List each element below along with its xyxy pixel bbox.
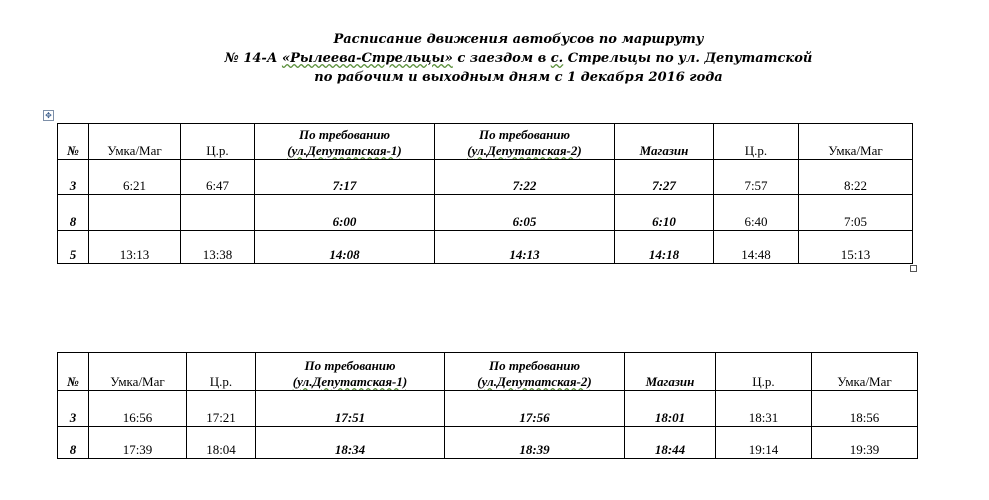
header-number: № <box>58 353 89 391</box>
header-shop: Магазин <box>615 124 714 160</box>
schedule-table-1 <box>57 123 913 264</box>
header-umka-mag-1: Умка/Маг <box>89 353 187 391</box>
title-route-mid: с заездом в <box>452 51 551 66</box>
title-route-street: Стрельцы по ул. Депутатской <box>563 51 813 66</box>
title-line-1: Расписание движения автобусов по маршруту <box>333 32 704 47</box>
header-center-2: Ц.р. <box>714 124 799 160</box>
table-row: 3 16:56 17:21 17:51 17:56 18:01 18:31 18:56 <box>58 391 918 427</box>
table-header-row <box>58 124 913 160</box>
header-umka-mag-2: Умка/Маг <box>812 353 918 391</box>
table-header-row <box>58 353 918 391</box>
title-line-3: по рабочим и выходным дням с 1 декабря 2016 года <box>314 70 723 85</box>
header-center-1: Ц.р. <box>187 353 256 391</box>
table-row: 8 6:00 6:05 6:10 6:40 7:05 <box>58 195 913 231</box>
header-request-stop-1: По требованию (ул.Депутатская-1) <box>256 353 445 391</box>
header-request-stop-2: По требованию (ул.Депутатская-2) <box>435 124 615 160</box>
header-umka-mag-2: Умка/Маг <box>799 124 913 160</box>
document-title <box>0 30 989 87</box>
title-route-name: «Рылеева-Стрельцы» <box>281 51 453 66</box>
table-move-handle-icon[interactable]: ✥ <box>43 110 54 121</box>
table-row: 3 6:21 6:47 7:17 7:22 7:27 7:57 8:22 <box>58 160 913 195</box>
header-umka-mag-1: Умка/Маг <box>89 124 181 160</box>
table-row: 8 17:39 18:04 18:34 18:39 18:44 19:14 19:39 <box>58 427 918 459</box>
header-number: № <box>58 124 89 160</box>
header-center-2: Ц.р. <box>716 353 812 391</box>
header-center-1: Ц.р. <box>181 124 255 160</box>
table-resize-handle[interactable] <box>910 265 917 272</box>
header-request-stop-2: По требованию (ул.Депутатская-2) <box>445 353 625 391</box>
title-route-number: № 14-А <box>224 51 282 66</box>
title-line-2 <box>48 49 989 68</box>
table-row: 5 13:13 13:38 14:08 14:13 14:18 14:48 15:13 <box>58 231 913 264</box>
header-request-stop-1: По требованию (ул.Депутатская-1) <box>255 124 435 160</box>
schedule-table-2 <box>57 352 918 459</box>
header-shop: Магазин <box>625 353 716 391</box>
title-village: с. <box>550 51 564 66</box>
